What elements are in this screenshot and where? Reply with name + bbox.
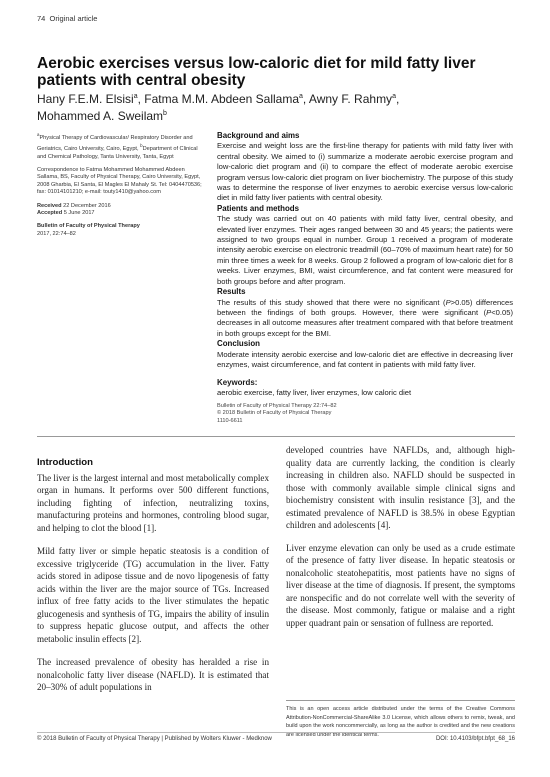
abstract-methods: The study was carried out on 40 patients with mild fatty liver, central obesity, and elevated liver enzymes. Their ages ranged between 30 and 45 years; the patients were assigned to two groups equal in number. Group 1 received a program of moderate intensity aerobic exercise on electronic treadmill (60–70% of maximum heart rate) for 50 min three times a week for 8 weeks. Group 2 followed a program of low-caloric diet for 8 weeks. Liver enzymes, BMI, waist circumference, and fat content were measured for both groups before and after program. [217,214,513,286]
page-number: 74 [37,14,46,23]
author-name: Fatma M.M. Abdeen Sallama [144,92,299,106]
affiliation: $^a$Physical Therapy of Cardiovascular/ Respiratory Disorder and Geriatrics, Cairo University, Cairo, Egypt, $^b$Department of Clinical and Chemical Pathology, Tanta University, Tanta, Egypt [37,132,198,160]
body-paragraph: developed countries have NAFLDs, and, although high-quality data are currently lacking, the condition is clearly increasing in children also. NAFLD should be suspected in those with commonly available simple clinical signs and biochemistry consistent with insulin resistance [3], and the estimated prevalence of NAFLD is 38.5% in obese Egyptian children and adolescents [4]. [286,445,515,530]
abstract-heading-methods: Patients and methods [217,203,299,213]
dates: Received 22 December 2016 Accepted 5 June 2017 [37,202,111,216]
author-name: Mohammed A. Sweilam [37,108,164,123]
keywords-heading: Keywords: [217,378,258,387]
journal-reference: Bulletin of Faculty of Physical Therapy 2017, 22:74–82 [37,223,140,237]
body-paragraph: The increased prevalence of obesity has heralded a rise in nonalcoholic fatty liver disease (NAFLD). It is estimated that 20–30% of adult populations in [37,657,269,692]
abstract-heading-results: Results [217,287,246,297]
abstract-heading-background: Background and aims [217,131,300,140]
body-column-left [37,457,269,705]
body-paragraph: The liver is the largest internal and most metabolically complex organ in humans. It performs over 500 different functions, including fighting of infection, neutralizing toxins, manufacturing proteins and hormones, controling blood sugar, and helping to clot the blood [1]. [37,472,269,533]
abstract [217,131,513,370]
section-divider [37,436,515,437]
section-label: Original article [49,14,98,23]
footer-copyright: © 2018 Bulletin of Faculty of Physical Therapy | Published by Wolters Kluwer - Medknow [37,736,272,742]
body-paragraph: Mild fatty liver or simple hepatic steatosis is a condition of excessive triglyceride (TG) accumulation in the liver. Fatty acids stored in adipose tissue and de novo lipogenesis of fatty acids within the liver are the major source of TGs. Increased influx of free fatty acids to the liver stimulates the hepatic glucogenesis and synthesis of TG, impairs the ability of insulin to suppress hepatic glucose output, and affects the other metabolic insulin effects [2]. [37,546,269,644]
body-paragraph: Liver enzyme elevation can only be used as a crude estimate of the presence of fatty liver disease. In hepatic steatosis or nonalcoholic steatohepatitis, most patients have no signs of liver disease at the time of diagnosis. If present, the symptoms are nonspecific and do not correlate well with the severity of the disease. Most commonly, fatigue or malaise and a right upper quadrant pain or sensation of fullness are reported. [286,542,515,628]
abstract-background: Exercise and weight loss are the first-line therapy for patients with mild fatty liver with central obesity. We aimed to (i) summarize a moderate aerobic exercise program and low-caloric diet program and (ii) to compare the effect of moderate aerobic exercise program versus low-caloric diet program on liver biochemistry. The purpose of this study was to determine the response of liver enzymes to aerobic exercise versus low-caloric diet in mild fatty liver patients with central obesity. [217,141,513,203]
footer-doi: DOI: 10.4103/bfpt.bfpt_68_16 [435,736,515,742]
article-title: Aerobic exercises versus low-caloric diet for mild fatty liver patients with central obesity [37,55,476,89]
abstract-conclusion: Moderate intensity aerobic exercise and low-caloric diet are effective in decreasing liver enzymes, waist circumference, and fat content in patients with mild fatty liver. [217,349,513,369]
abstract-results: The results of this study showed that there were no significant (P>0.05) differences between the findings of both groups. However, there were significant (P<0.05) decreases in all outcome measures after treatment compared with that before treatment in both groups except for the BMI. [217,297,513,338]
correspondence: Correspondence to Fatma Mohammed Mohammed Abdeen Sallama, BS, Faculty of Physical Therapy, Cairo University, Egypt, 2008 Gharbia, El Santa, El Magles El Mahaly St. Tel: 0404470536; fax: 01014101210; e-mail: touty1410@yahoo.com [37,166,202,196]
keywords-block [217,378,513,425]
license-notice: This is an open access article distributed under the terms of the Creative Commons Attribution-NonCommercial-ShareAlike 3.0 License, which allows others to remix, tweak, and build upon the work noncommercially, as long as the author is credited and the new creations are licensed under the identical terms. [286,700,515,739]
citation-info: Bulletin of Faculty of Physical Therapy 22:74–82 © 2018 Bulletin of Faculty of Physical Therapy 1110-6611 [217,402,337,424]
affiliations-block [37,131,207,244]
author-list: Hany F.E.M. Elsisi$^a$, Fatma M.M. Abdeen Sallama$^a$, Awny F. Rahmy$^a$, Mohammed A. Sweilam$^b$ [37,92,400,123]
body-column-right [286,444,515,639]
abstract-heading-conclusion: Conclusion [217,339,260,349]
footer-divider [37,732,515,733]
introduction-heading: Introduction [37,457,93,468]
keywords-list: aerobic exercise, fatty liver, liver enzymes, low caloric diet [217,388,412,398]
running-header [37,14,97,23]
author-name: Awny F. Rahmy [308,92,393,106]
author-name: Hany F.E.M. Elsisi [37,92,134,106]
